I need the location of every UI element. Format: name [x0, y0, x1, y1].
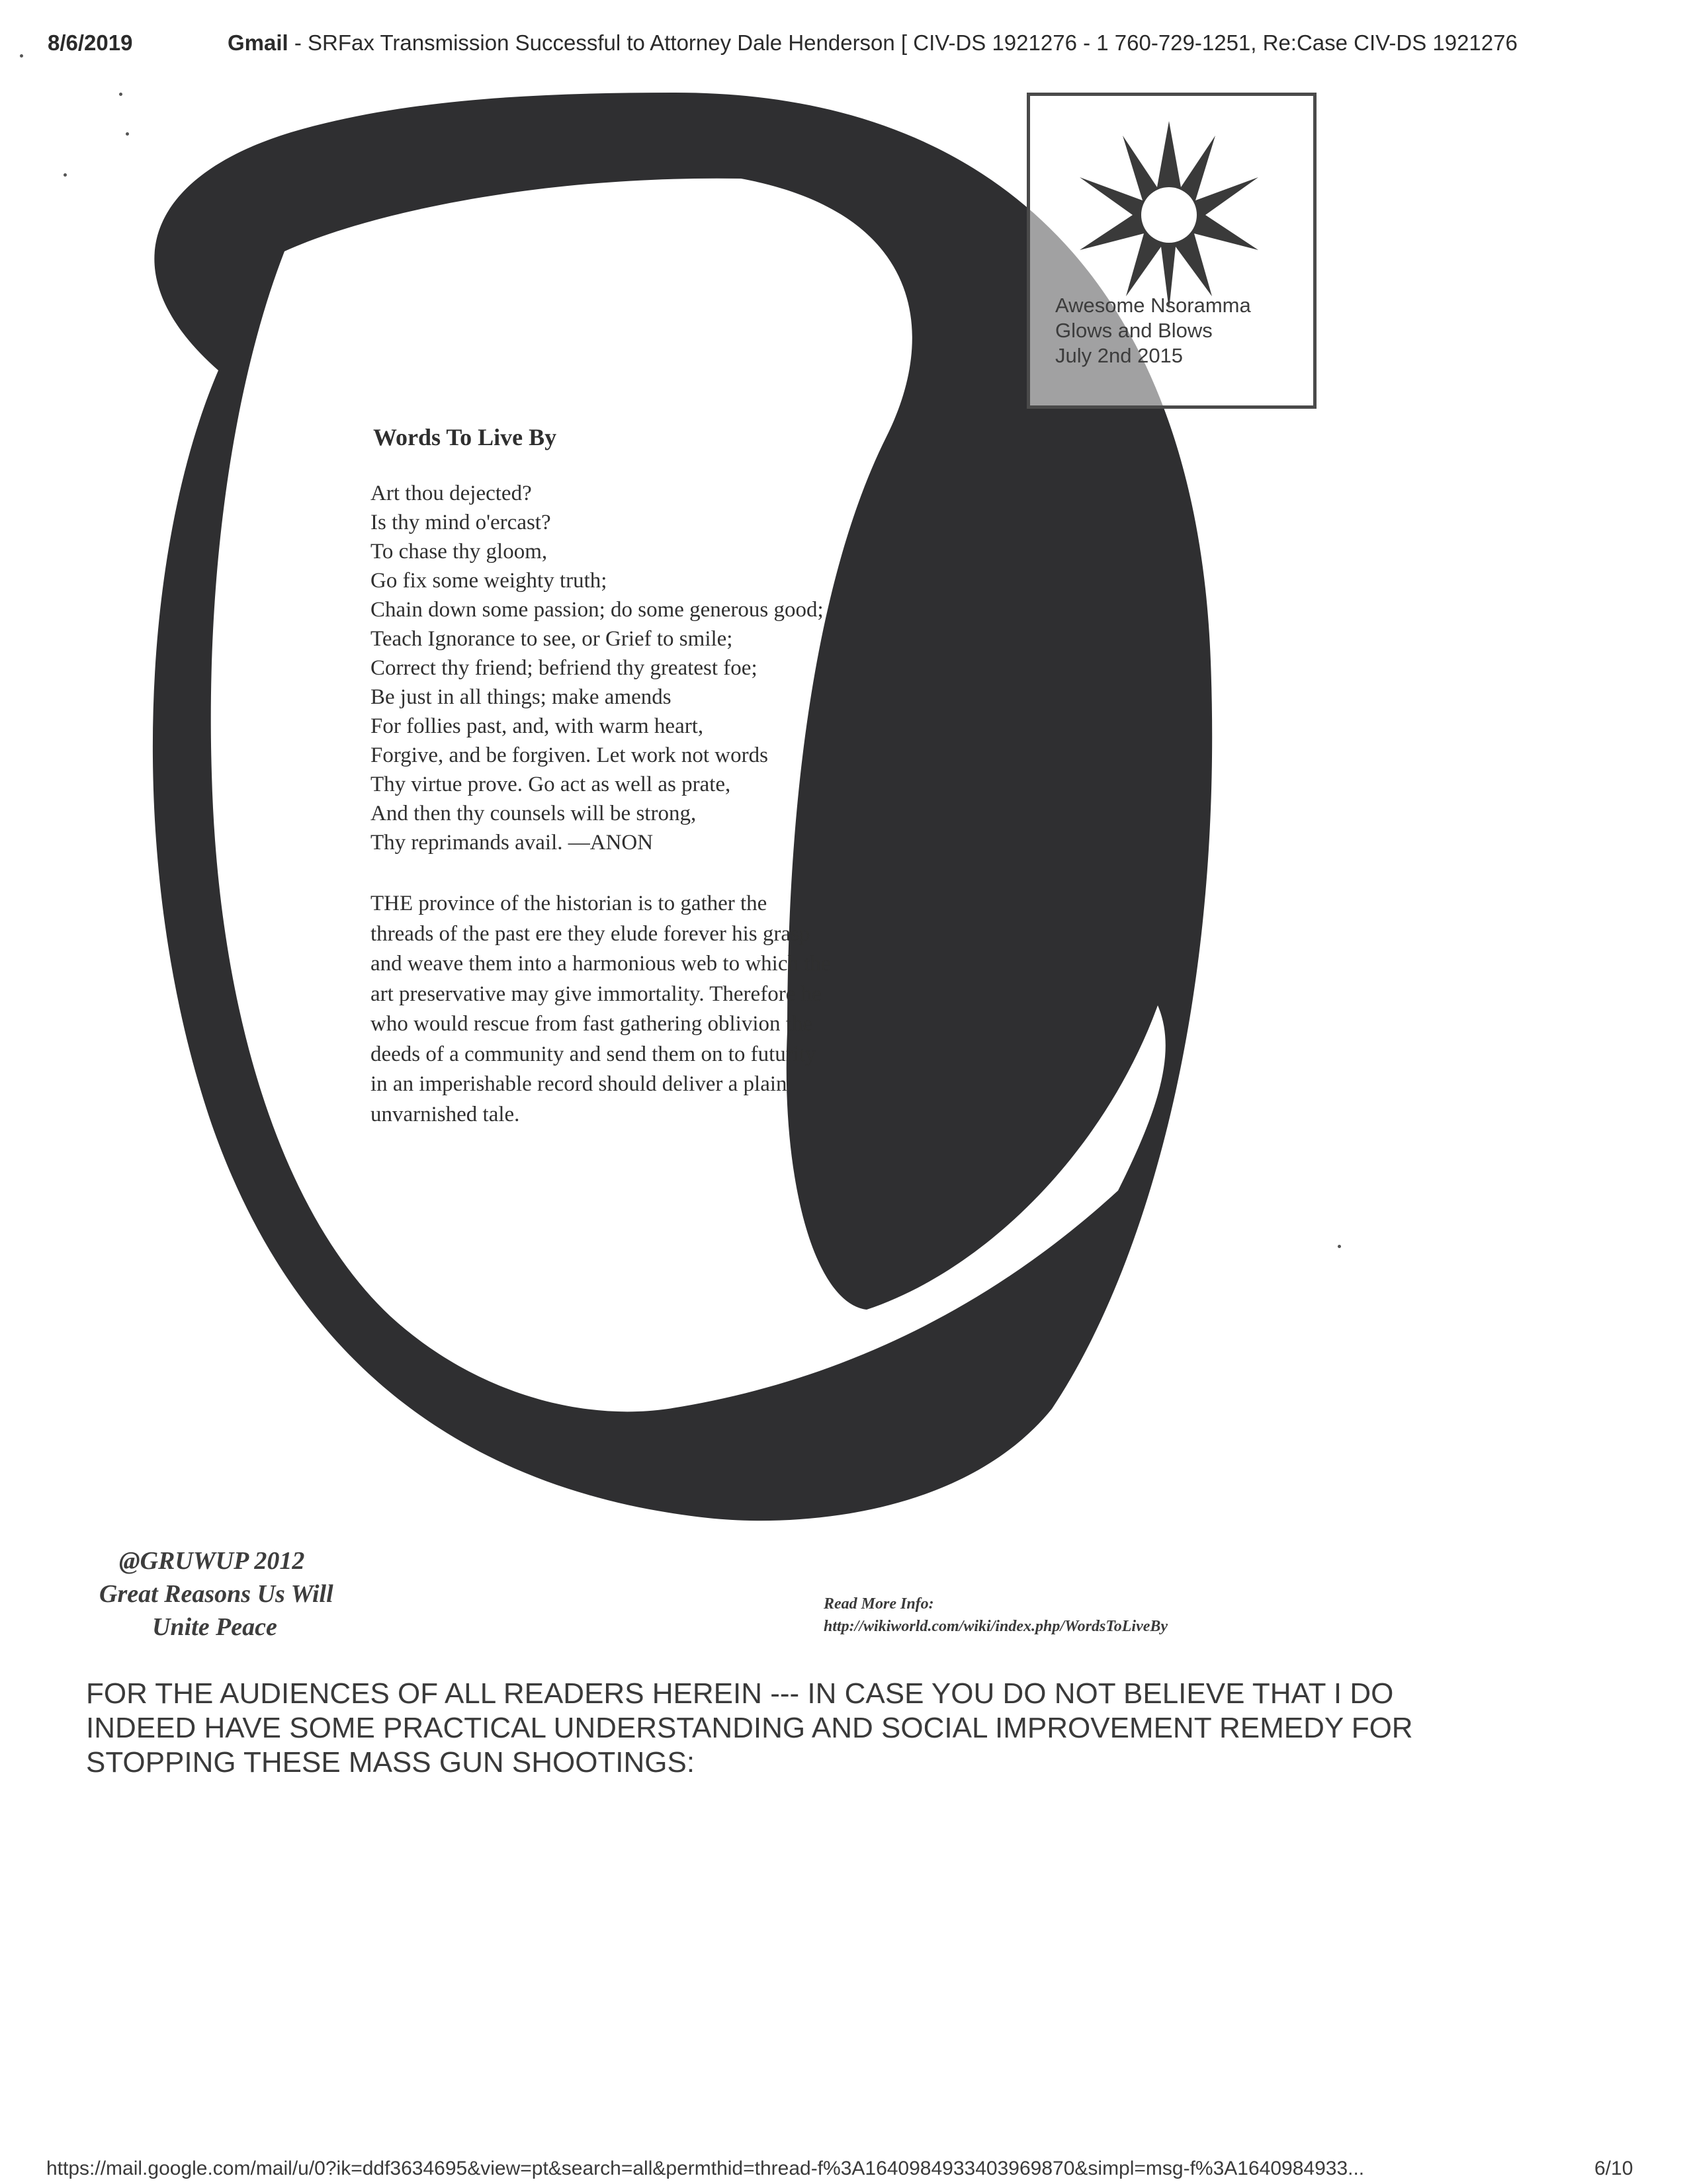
poem-line: Forgive, and be forgiven. Let work not words [370, 743, 768, 767]
prose-line: THE province of the historian is to gather the [370, 892, 767, 915]
prose-line: deeds of a community and send them on to futurity [370, 1042, 816, 1066]
scan-speck [1338, 1245, 1341, 1248]
poem-line: And then thy counsels will be strong, [370, 802, 697, 825]
poem-line: Chain down some passion; do some generous good; [370, 598, 824, 622]
print-date: 8/6/2019 [48, 30, 133, 55]
poem-lines [370, 479, 1032, 857]
poem-line: Thy reprimands avail. —ANON [370, 831, 654, 855]
poem-line: Go fix some weighty truth; [370, 569, 607, 593]
prose-line: unvarnished tale. [370, 1102, 520, 1126]
notice-line: INDEED HAVE SOME PRACTICAL UNDERSTANDING AND SOCIAL IMPROVEMENT REMEDY FOR [86, 1712, 1413, 1744]
gruwup-line-1: @GRUWUP 2012 [119, 1547, 305, 1575]
poem-line: Be just in all things; make amends [370, 685, 671, 709]
poem-line: To chase thy gloom, [370, 540, 548, 564]
scan-speck [20, 54, 23, 58]
notice-paragraph [86, 1677, 1608, 1780]
poem-line: Art thou dejected? [370, 482, 532, 505]
notice-line: FOR THE AUDIENCES OF ALL READERS HEREIN --- IN CASE YOU DO NOT BELIEVE THAT I DO [86, 1677, 1394, 1710]
scan-speck [119, 93, 122, 96]
poem-line: Teach Ignorance to see, or Grief to smile; [370, 627, 733, 651]
print-footer [46, 2158, 1634, 2184]
badge-caption [1030, 293, 1313, 368]
poem-line: Is thy mind o'ercast? [370, 511, 551, 534]
page-number: 6/10 [1594, 2158, 1633, 2179]
gruwup-line-3: Unite Peace [152, 1613, 277, 1641]
badge-line-3: July 2nd 2015 [1055, 344, 1184, 367]
gruwup-signature [99, 1544, 333, 1644]
poem-line: For follies past, and, with warm heart, [370, 714, 704, 738]
poem-block [370, 423, 1032, 1130]
read-more-link[interactable]: http://wikiworld.com/wiki/index.php/WordsToLiveBy [824, 1618, 1168, 1635]
read-more-label: Read More Info: [824, 1595, 934, 1613]
scan-speck [126, 132, 129, 136]
notice-line: STOPPING THESE MASS GUN SHOOTINGS: [86, 1746, 695, 1779]
nsoramma-badge [1027, 93, 1317, 409]
badge-line-2: Glows and Blows [1055, 319, 1213, 342]
subject-text: - SRFax Transmission Successful to Attorney Dale Henderson [ CIV-DS 1921276 - 1 760-729-1251, Re:Case CIV-DS 1921276 [288, 30, 1518, 55]
prose-line: and weave them into a harmonious web to which the [370, 952, 831, 976]
gruwup-line-2: Great Reasons Us Will [99, 1580, 333, 1608]
app-name: Gmail [228, 30, 288, 55]
print-url: https://mail.google.com/mail/u/0?ik=ddf3634695&view=pt&search=all&permthid=thread-f%3A1640984933403969870&simpl=msg-f%3A1640984933... [46, 2158, 1365, 2179]
historian-paragraph [370, 889, 1006, 1130]
scan-speck [64, 173, 67, 177]
poem-line: Thy virtue prove. Go act as well as prate, [370, 773, 731, 796]
poem-title: Words To Live By [373, 424, 557, 450]
print-header [48, 25, 1635, 65]
sun-star-icon [1070, 114, 1268, 313]
prose-line: threads of the past ere they elude forever his grasp [370, 921, 810, 946]
badge-line-1: Awesome Nsoramma [1055, 294, 1251, 317]
email-subject [228, 30, 1518, 56]
prose-line: who would rescue from fast gathering oblivion the [370, 1012, 813, 1036]
prose-line: in an imperishable record should deliver a plain [370, 1072, 787, 1096]
read-more-info [824, 1593, 1168, 1638]
prose-line: art preservative may give immortality. Therefore he [370, 982, 822, 1006]
poem-line: Correct thy friend; befriend thy greatest foe; [370, 656, 757, 680]
